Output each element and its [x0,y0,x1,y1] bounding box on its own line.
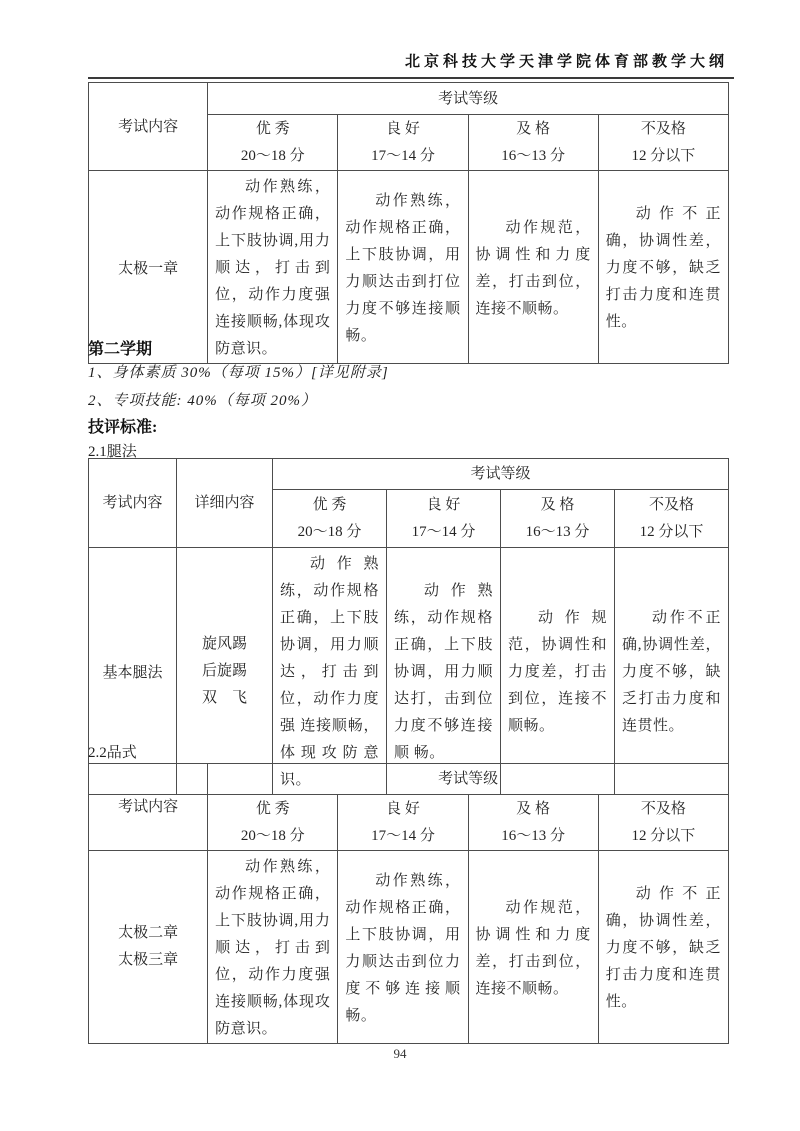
t2-grade-excellent-header [273,490,387,548]
header-rule [88,77,734,79]
grade-fail-score: 12 分以下 [639,523,704,540]
t3-fail-text: 动作不正确，协调性差，力度不够，缺乏打击力度和连贯性。 [605,886,721,1010]
t3-grade-pass-header [468,795,598,851]
t3-good-cell [338,851,468,1044]
t3-good-text: 动作熟练，动作规格正确，上下肢协调，用力顺达击到位力度不够连接顺畅。 [345,872,461,1024]
grade-fail-name: 不及格 [640,800,686,817]
taiji-chapter2-3-table [88,763,729,1044]
t2-good-cell [387,548,501,795]
t2-grade-good-header [387,490,501,548]
t2-good-text: 动作熟练，动作规格正确，上下肢协调，用力顺达打，击到位力度不够连接顺 畅。 [394,583,493,761]
grade-excellent-score: 20～18 分 [240,827,305,844]
leg-technique-table [88,458,729,795]
grade-pass-name: 及 格 [516,800,551,817]
t3-excellent-text: 动作熟练，动作规格正确，上下肢协调,用力顺达，打击到位，动作力度强 连接顺畅,体现攻防意识。 [215,859,331,1037]
semester2-heading: 第二学期 [88,341,153,358]
t1-grade-fail-header [598,115,728,171]
t2-exam-grade-header [273,459,729,490]
grade-fail-name: 不及格 [640,120,686,137]
t2-grade-fail-header [615,490,729,548]
t2-detail-cell [177,548,273,795]
t3-fail-cell [598,851,728,1044]
t1-excellent-text: 动作熟练，动作规格正确，上下肢协调,用力顺达，打击到位，动作力度强 连接顺畅,体现攻防意识。 [215,179,331,357]
t1-fail-text: 动作不正确，协调性差，力度不够，缺乏打击力度和连贯性。 [605,206,721,330]
grade-pass-score: 16～13 分 [501,827,566,844]
t2-detail-line-3: 双 飞 [201,689,247,706]
t3-excellent-cell [208,851,338,1044]
t3-exam-content-label: 考试内容 [118,799,179,815]
grade-good-name: 良 好 [386,800,420,817]
grade-excellent-name: 优 秀 [255,120,290,137]
subsection-2-1-label: 2.1腿法 [88,444,137,460]
grade-fail-score: 12 分以下 [631,147,696,164]
t1-grade-pass-header [468,115,598,171]
t1-exam-grade-label: 考试等级 [438,90,499,107]
t2-detail-content-header [177,459,273,548]
t2-exam-content-header [89,459,177,548]
t1-grade-good-header [338,115,468,171]
grade-good-score: 17～14 分 [371,147,435,164]
grade-pass-name: 及 格 [516,120,551,137]
t2-pass-text: 动作规范，协调性和力度差，打击到位，连接不顺畅。 [508,610,607,734]
grade-good-score: 17～14 分 [411,523,476,540]
t3-content-cell [89,851,208,1044]
document-header-title: 北京科技大学天津学院体育部教学大纲 [404,54,728,70]
t1-exam-content-header [89,83,208,171]
semester2-item-2: 2、专项技能: 40%（每项 20%） [88,393,317,409]
t1-content-cell [89,171,208,364]
t2-detail-content-label: 详细内容 [194,495,255,511]
t3-content-line-1: 太极二章 [118,925,179,941]
t2-fail-text: 动作不正确,协调性差，力度不够，缺乏打击力度和连贯性。 [622,610,722,734]
t3-grade-fail-header [598,795,728,851]
t1-pass-text: 动作规范，协调性和力度差，打击到位，连接不顺畅。 [475,219,591,317]
t3-grade-excellent-header [208,795,338,851]
t3-exam-grade-header [208,764,729,795]
t2-detail-line-1: 旋风踢 [201,635,247,652]
t3-pass-text: 动作规范，协调性和力度差，打击到位，连接不顺畅。 [475,899,591,997]
t2-content-text: 基本腿法 [102,664,163,681]
t2-detail-line-2: 后旋踢 [201,662,247,679]
grade-pass-score: 16～13 分 [501,147,566,164]
t2-excellent-text: 动作熟练，动作规格正确，上下肢协调，用力顺达，打击到位，动作力度强 连接顺畅，体现攻防意识。 [280,556,379,788]
t2-exam-grade-label: 考试等级 [470,466,531,482]
t3-exam-grade-label: 考试等级 [438,771,499,787]
grade-pass-name: 及 格 [540,496,575,513]
t1-grade-excellent-header [208,115,338,171]
t3-grade-good-header [338,795,468,851]
grade-fail-score: 12 分以下 [631,827,696,844]
grade-excellent-name: 优 秀 [255,800,290,817]
tech-standard-heading: 技评标准: [88,419,158,436]
grade-fail-name: 不及格 [649,496,695,513]
t1-good-text: 动作熟练，动作规格正确，上下肢协调，用力顺达击到打位力度不够连接顺畅。 [345,192,461,344]
t1-pass-cell [468,171,598,364]
subsection-2-2-label: 2.2品式 [88,745,137,761]
t3-content-line-2: 太极三章 [118,952,179,968]
grade-excellent-score: 20～18 分 [297,523,362,540]
grade-good-score: 17～14 分 [371,827,435,844]
t1-fail-cell [598,171,728,364]
t2-pass-cell [501,548,615,795]
t2-exam-content-label: 考试内容 [102,495,163,511]
t2-excellent-cell [273,548,387,795]
grade-excellent-name: 优 秀 [312,496,347,513]
t3-pass-cell [468,851,598,1044]
grade-pass-score: 16～13 分 [525,523,590,540]
t1-exam-grade-header [208,83,729,115]
taiji-chapter1-table [88,82,729,364]
t1-good-cell [338,171,468,364]
t2-fail-cell [615,548,729,795]
t1-exam-content-label: 考试内容 [118,118,179,135]
t1-content-text: 太极一章 [118,260,179,277]
page-number: 94 [393,1046,407,1061]
t1-excellent-cell [208,171,338,364]
semester2-item-1: 1、身体素质 30%（每项 15%）[详见附录] [88,365,389,381]
t2-grade-pass-header [501,490,615,548]
grade-excellent-score: 20～18 分 [240,147,305,164]
grade-good-name: 良 好 [386,120,420,137]
grade-good-name: 良 好 [426,496,461,513]
t3-exam-content-header [89,764,208,851]
